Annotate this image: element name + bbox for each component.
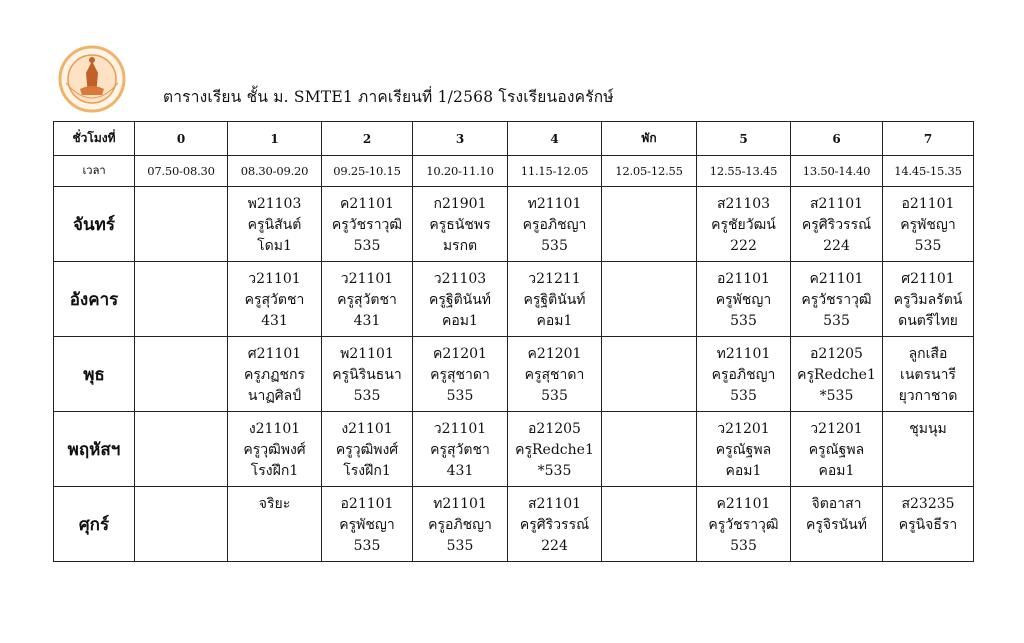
schedule-cell [791, 412, 883, 487]
schedule-cell-line: ครูฐิตินันท์ [523, 292, 586, 308]
schedule-cell-line: ค21201 [433, 346, 487, 362]
schedule-cell-line: ว21103 [433, 271, 487, 287]
schedule-cell-line: นาฏศิลป์ [247, 388, 302, 404]
day-row [54, 187, 974, 262]
schedule-cell-line: ส23235 [901, 496, 955, 512]
schedule-cell-line: อ21101 [340, 496, 394, 512]
schedule-cell-line: ครูพัชญา [715, 292, 772, 308]
schedule-cell-line: ง21101 [341, 421, 393, 437]
day-name: จันทร์ [54, 187, 135, 262]
schedule-cell-line: อ21101 [901, 196, 955, 212]
schedule-cell-line: ครูRedche1 [515, 442, 594, 458]
schedule-cell [883, 337, 974, 412]
schedule-cell-line: ค21201 [527, 346, 582, 362]
schedule-cell-line: ว21101 [248, 271, 301, 287]
schedule-cell-line: 224 [823, 238, 850, 254]
schedule-cell-line: ท21101 [433, 496, 487, 512]
schedule-cell [697, 187, 791, 262]
header-row [54, 122, 974, 156]
schedule-cell [135, 412, 228, 487]
schedule-cell-line: จิตอาสา [811, 496, 862, 512]
schedule-cell-line: ครูสุชาดา [430, 367, 490, 383]
time-slot: 07.50-08.30 [135, 156, 228, 187]
schedule-cell-line: อ21205 [810, 346, 863, 362]
schedule-cell [135, 487, 228, 562]
period-header: พัก [602, 122, 697, 156]
schedule-cell-line: 535 [730, 388, 757, 404]
time-label: เวลา [54, 156, 135, 187]
schedule-cell-line: ครูภฏชกร [243, 367, 305, 383]
schedule-cell-line: ครูวุฒิพงศ์ [335, 442, 399, 458]
schedule-cell-line: ท21101 [527, 196, 582, 212]
schedule-cell-line: ครูนิรินธนา [332, 367, 402, 383]
page-title: ตารางเรียน ชั้น ม. SMTE1 ภาคเรียนที่ 1/2568 โรงเรียนองครักษ์ [163, 88, 614, 106]
schedule-cell-line: ว21201 [717, 421, 770, 437]
schedule-cell-line: 222 [730, 238, 757, 254]
schedule-cell-line: ครูวิมลรัตน์ [893, 292, 963, 308]
school-emblem-icon [52, 43, 138, 113]
schedule-cell-line: โดม1 [257, 238, 292, 254]
schedule-cell-line: 535 [541, 238, 568, 254]
schedule-cell [322, 412, 413, 487]
period-header: 6 [791, 122, 883, 156]
schedule-cell-line: ครูวุฒิพงศ์ [243, 442, 306, 458]
schedule-cell-line: ครูวัชราวุฒิ [331, 217, 403, 233]
period-header: 7 [883, 122, 974, 156]
schedule-cell-line: 431 [353, 313, 381, 329]
schedule-cell [697, 337, 791, 412]
time-row [54, 156, 974, 187]
schedule-cell [135, 187, 228, 262]
schedule-cell [697, 487, 791, 562]
schedule-cell-line: ว21211 [528, 271, 581, 287]
schedule-cell [413, 337, 508, 412]
schedule-cell [322, 487, 413, 562]
schedule-cell [413, 262, 508, 337]
schedule-cell-line: ครูนิจธีรา [898, 517, 958, 533]
schedule-cell [883, 412, 974, 487]
schedule-cell [322, 337, 413, 412]
schedule-cell-line: ครูสุวัตชา [430, 442, 490, 458]
schedule-cell-line: ครูอภิชญา [711, 367, 776, 383]
schedule-cell [413, 487, 508, 562]
day-row [54, 262, 974, 337]
schedule-cell-line: 535 [730, 313, 757, 329]
schedule-cell-line: คอม1 [536, 313, 573, 329]
schedule-cell-line: 431 [446, 463, 474, 479]
schedule-cell-line: อ21101 [717, 271, 770, 287]
schedule-cell [322, 262, 413, 337]
time-slot: 11.15-12.05 [508, 156, 602, 187]
schedule-cell [135, 337, 228, 412]
schedule-cell-line: ลูกเสือ [908, 346, 948, 362]
schedule-cell-line: ครูชัยวัฒน์ [711, 217, 776, 233]
schedule-cell [697, 412, 791, 487]
period-header: 1 [228, 122, 322, 156]
schedule-cell [602, 262, 697, 337]
period-header: 2 [322, 122, 413, 156]
schedule-cell-line: ชุมนุม [909, 421, 947, 437]
schedule-cell-line: เนตรนารี [900, 367, 956, 383]
schedule-cell-line: 535 [446, 538, 474, 554]
schedule-cell-line: *535 [537, 463, 572, 479]
schedule-cell [228, 262, 322, 337]
schedule-cell [508, 187, 602, 262]
schedule-cell-line: ครูวัชราวุฒิ [801, 292, 872, 308]
day-row [54, 337, 974, 412]
schedule-cell-line: อ21205 [528, 421, 581, 437]
schedule-cell-line: 535 [353, 238, 381, 254]
period-header: 4 [508, 122, 602, 156]
schedule-cell [697, 262, 791, 337]
schedule-cell-line: ส21101 [527, 496, 582, 512]
schedule-cell-line: ครูอภิชญา [522, 217, 587, 233]
schedule-cell-line: 535 [446, 388, 474, 404]
schedule-cell [602, 487, 697, 562]
schedule-cell-line: ศ21101 [901, 271, 955, 287]
schedule-cell-line: พ21101 [340, 346, 394, 362]
schedule-cell-line: คอม1 [442, 313, 478, 329]
schedule-cell-line: ยุวกาชาด [898, 388, 958, 404]
schedule-cell [791, 337, 883, 412]
schedule-cell-line: ง21101 [248, 421, 301, 437]
schedule-cell-line: ครูนิสันต์ [247, 217, 302, 233]
schedule-cell-line: ครูRedche1 [797, 367, 876, 383]
schedule-cell-line: *535 [819, 388, 854, 404]
time-slot: 10.20-11.10 [413, 156, 508, 187]
schedule-cell-line: จริยะ [258, 496, 291, 512]
schedule-cell-line: ส21101 [809, 196, 864, 212]
schedule-cell [508, 412, 602, 487]
schedule-cell-line: ครูพัชญา [900, 217, 956, 233]
schedule-cell [228, 412, 322, 487]
schedule-cell [508, 337, 602, 412]
schedule-cell-line: ว21101 [340, 271, 394, 287]
time-slot: 08.30-09.20 [228, 156, 322, 187]
schedule-cell-line: 535 [730, 538, 757, 554]
day-name: ศุกร์ [54, 487, 135, 562]
schedule-cell-line: ศ21101 [247, 346, 302, 362]
day-row [54, 487, 974, 562]
schedule-cell-line: 535 [353, 538, 381, 554]
schedule-cell-line: ค21101 [716, 496, 771, 512]
schedule-cell-line: ครูณัฐพล [715, 442, 772, 458]
schedule-cell [791, 187, 883, 262]
schedule-cell-line: 431 [261, 313, 288, 329]
schedule-cell-line: มรกต [442, 238, 478, 254]
schedule-cell [228, 187, 322, 262]
schedule-cell-line: โรงฝึก1 [250, 463, 299, 479]
time-slot: 12.55-13.45 [697, 156, 791, 187]
schedule-cell [228, 487, 322, 562]
schedule-cell-line: ครูฐิตินันท์ [428, 292, 492, 308]
time-slot: 14.45-15.35 [883, 156, 974, 187]
period-header: 5 [697, 122, 791, 156]
schedule-cell [883, 487, 974, 562]
period-header: 0 [135, 122, 228, 156]
schedule-cell-line: ว21101 [433, 421, 487, 437]
schedule-cell-line: 535 [914, 238, 942, 254]
schedule-cell [322, 187, 413, 262]
time-slot: 12.05-12.55 [602, 156, 697, 187]
period-header: 3 [413, 122, 508, 156]
schedule-cell [791, 487, 883, 562]
schedule-cell [602, 412, 697, 487]
schedule-cell-line: คอม1 [818, 463, 855, 479]
schedule-cell-line: โรงฝึก1 [343, 463, 391, 479]
day-name: อังคาร [54, 262, 135, 337]
schedule-cell-line: ก21901 [433, 196, 487, 212]
schedule-cell [883, 262, 974, 337]
schedule-cell-line: พ21103 [247, 196, 302, 212]
schedule-cell-line: ครูศิริวรรณ์ [519, 517, 590, 533]
period-header-label: ชั่วโมงที่ [54, 122, 135, 156]
time-slot: 09.25-10.15 [322, 156, 413, 187]
schedule-cell-line: 535 [823, 313, 850, 329]
schedule-cell-line: ส21103 [716, 196, 771, 212]
schedule-cell [508, 262, 602, 337]
schedule-cell [413, 412, 508, 487]
day-name: พุธ [54, 337, 135, 412]
schedule-cell-line: ครูสุวัตชา [244, 292, 305, 308]
schedule-cell-line: ครูพัชญา [339, 517, 395, 533]
schedule-cell-line: ท21101 [716, 346, 771, 362]
schedule-cell-line: คอม1 [725, 463, 762, 479]
schedule-cell-line: ครูสุชาดา [524, 367, 585, 383]
schedule-cell-line: ครูศิริวรรณ์ [801, 217, 872, 233]
schedule-cell-line: ครูณัฐพล [808, 442, 865, 458]
schedule-cell-line: ครูจิรนันท์ [806, 517, 867, 533]
schedule-cell-line: ครูอภิชญา [428, 517, 492, 533]
class-schedule-table [53, 121, 974, 562]
schedule-cell [413, 187, 508, 262]
schedule-cell-line: ครูธนัชพร [429, 217, 491, 233]
schedule-cell [228, 337, 322, 412]
schedule-cell [883, 187, 974, 262]
schedule-cell [602, 337, 697, 412]
schedule-cell [791, 262, 883, 337]
schedule-cell-line: ครูวัชราวุฒิ [708, 517, 779, 533]
day-name: พฤหัสฯ [54, 412, 135, 487]
schedule-cell-line: ครูสุวัตชา [337, 292, 397, 308]
schedule-cell-line: 224 [541, 538, 568, 554]
schedule-cell-line: 535 [353, 388, 381, 404]
schedule-cell-line: ว21201 [810, 421, 863, 437]
schedule-cell-line: ค21101 [340, 196, 394, 212]
schedule-cell [602, 187, 697, 262]
day-row [54, 412, 974, 487]
schedule-cell-line: 535 [541, 388, 568, 404]
schedule-cell [508, 487, 602, 562]
time-slot: 13.50-14.40 [791, 156, 883, 187]
schedule-cell [135, 262, 228, 337]
schedule-cell-line: ดนตรีไทย [898, 313, 958, 329]
schedule-cell-line: ค21101 [809, 271, 864, 287]
